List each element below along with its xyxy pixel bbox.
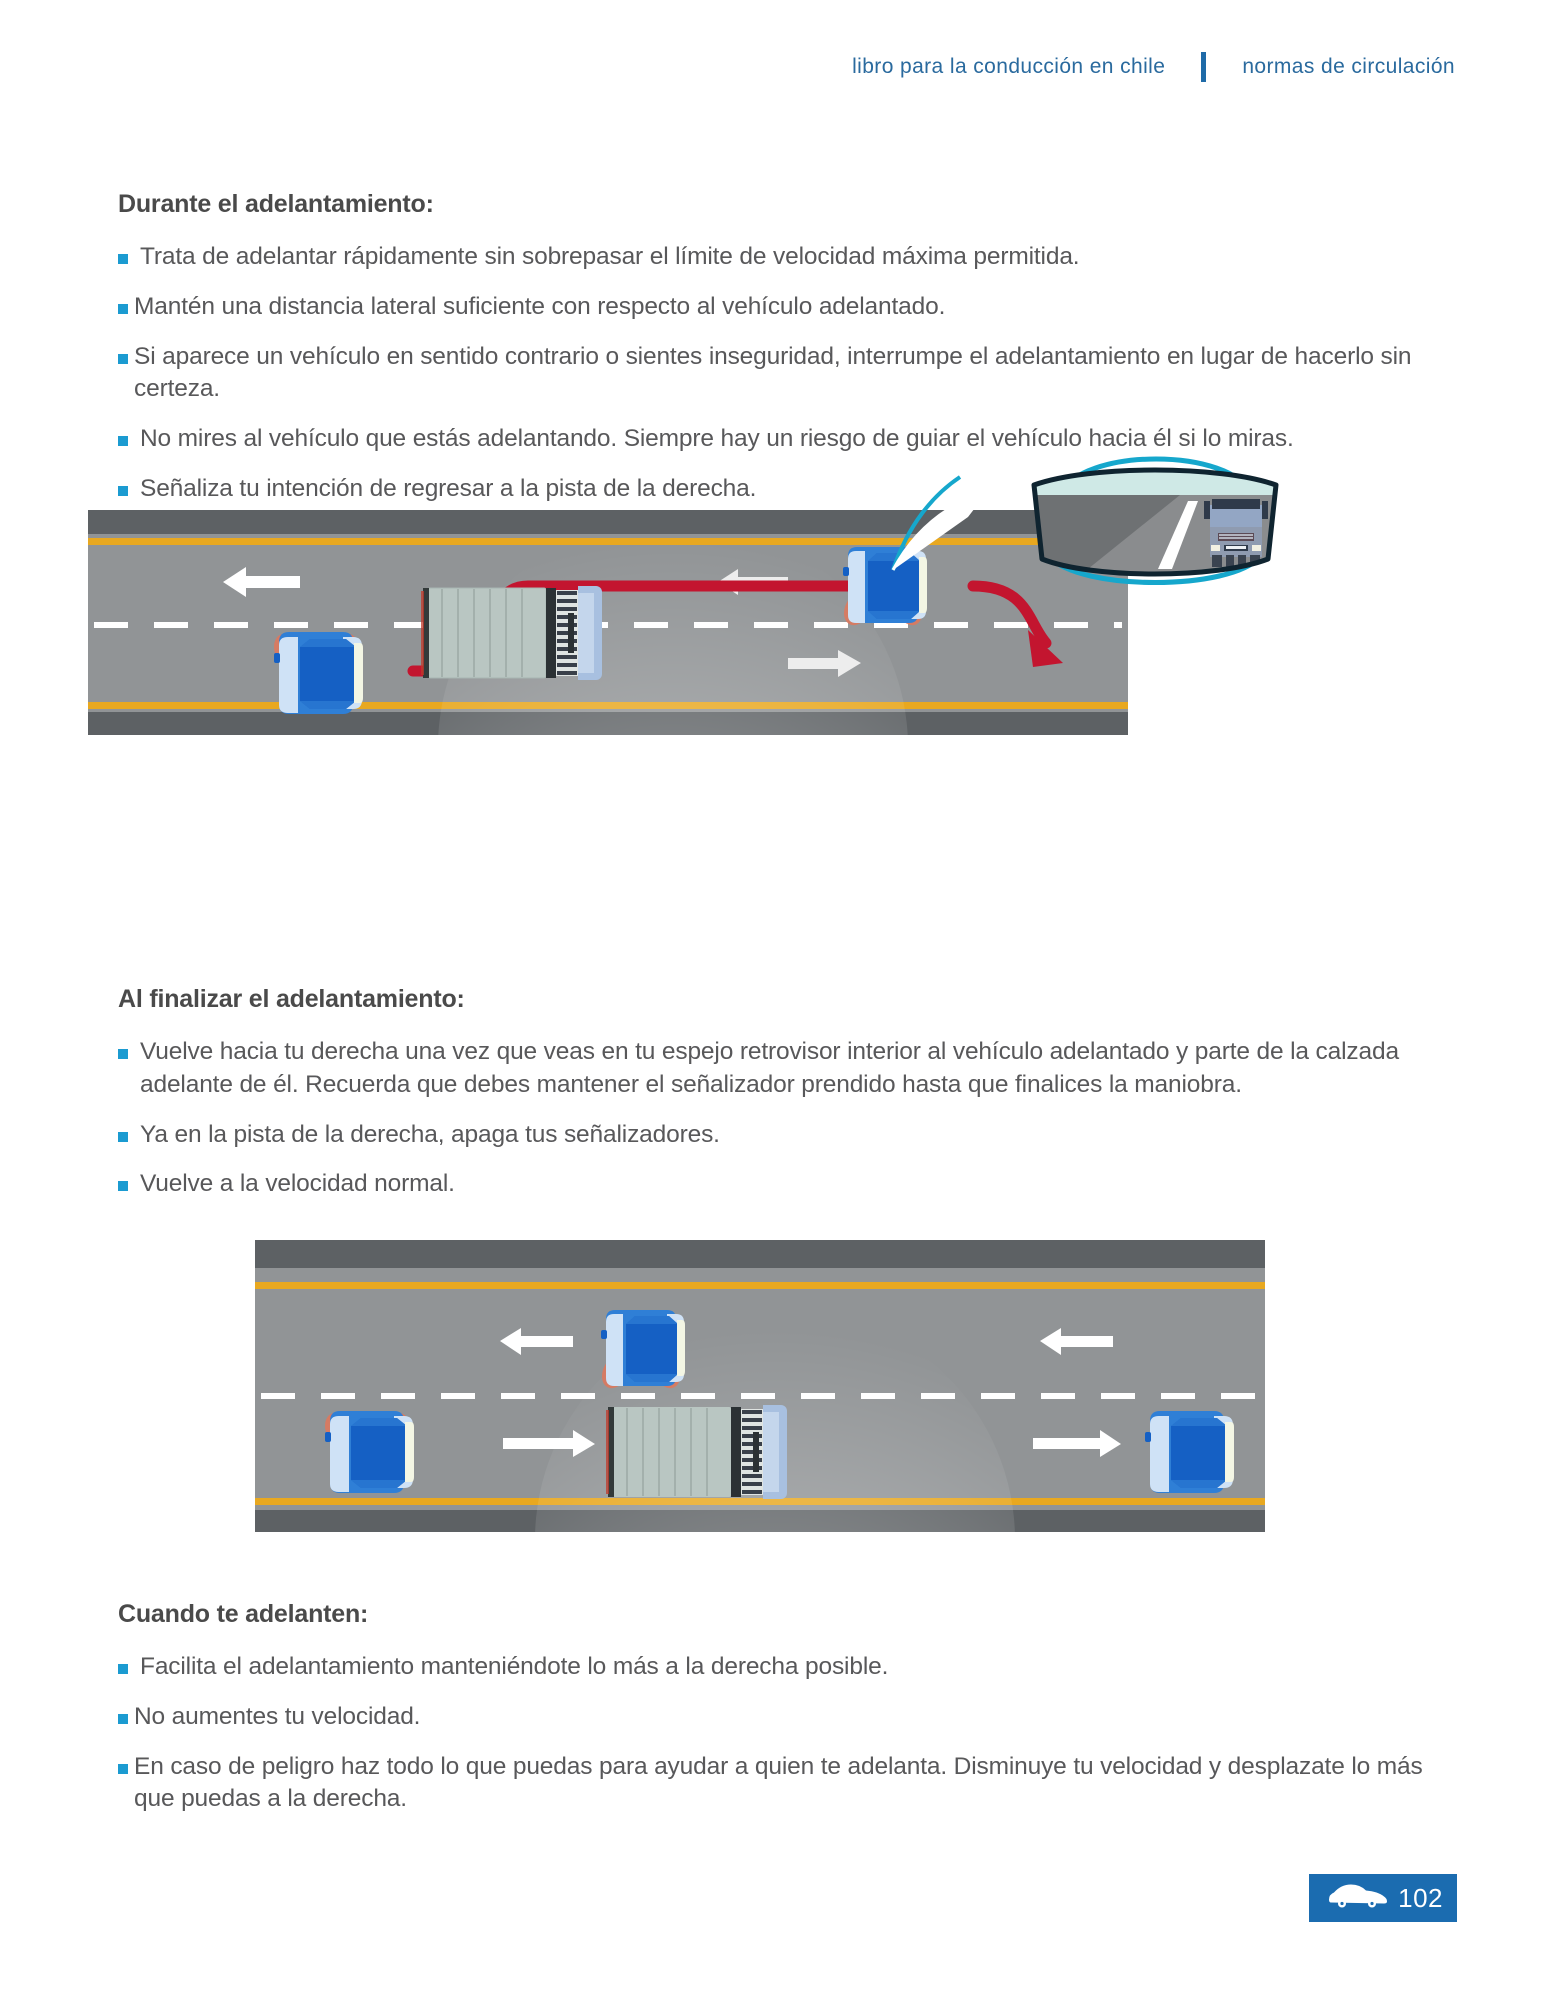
list-item <box>118 241 1423 274</box>
section-title-durante: Durante el adelantamiento: <box>118 190 434 218</box>
content-section-al-finalizar <box>118 985 1423 1218</box>
bullet-square-icon <box>118 1764 128 1774</box>
bullet-square-icon <box>118 1181 128 1191</box>
end-of-overtaking-diagram <box>255 1240 1265 1532</box>
header-book-title: libro para la conducción en chile <box>852 55 1166 78</box>
list-item <box>118 1119 1423 1152</box>
car-vehicle-overtaking <box>839 547 927 629</box>
page-number-badge <box>1309 1874 1457 1922</box>
bullet-list-al-finalizar <box>118 1036 1423 1201</box>
car-vehicle-lower-right <box>1145 1411 1234 1493</box>
list-item <box>118 291 1423 324</box>
section-title-al-finalizar: Al finalizar el adelantamiento: <box>118 985 465 1013</box>
bullet-square-icon <box>118 304 128 314</box>
bullet-square-icon <box>118 1714 128 1724</box>
bullet-list-cuando-te-adelanten <box>118 1651 1423 1816</box>
list-item-text: Mantén una distancia lateral suficiente con respecto al vehículo adelantado. <box>134 292 946 320</box>
page-number: 102 <box>1398 1882 1443 1913</box>
overtaking-maneuver-diagram <box>88 375 1128 735</box>
bullet-square-icon <box>118 1049 128 1059</box>
list-item-text: Ya en la pista de la derecha, apaga tus señalizadores. <box>140 1120 720 1148</box>
list-item <box>118 1651 1423 1684</box>
list-item <box>118 1036 1423 1102</box>
list-item <box>118 1751 1423 1817</box>
list-item-text: No aumentes tu velocidad. <box>134 1702 421 1730</box>
rearview-mirror-callout <box>1020 455 1290 595</box>
list-item-text: Vuelve a la velocidad normal. <box>140 1170 455 1198</box>
car-vehicle-left <box>269 629 364 714</box>
car-vehicle-upper-center <box>597 1310 685 1392</box>
bullet-square-icon <box>118 1132 128 1142</box>
header-chapter-title: normas de circulación <box>1242 55 1455 78</box>
list-item <box>118 1168 1423 1201</box>
bullet-square-icon <box>118 1664 128 1674</box>
list-item-text: Trata de adelantar rápidamente sin sobrepasar el límite de velocidad máxima permitida. <box>140 243 1080 270</box>
bullet-square-icon <box>118 254 128 264</box>
section-title-cuando-te-adelanten: Cuando te adelanten: <box>118 1600 369 1628</box>
car-vehicle-lower-left <box>320 1408 415 1493</box>
car-icon <box>1327 1883 1389 1914</box>
page-header <box>852 52 1455 82</box>
list-item <box>118 1701 1423 1734</box>
list-item-text: No mires al vehículo que estás adelantando. Siempre hay un riesgo de guiar el vehículo hacia él si lo miras. <box>140 425 1294 453</box>
truck-vehicle <box>421 586 602 680</box>
list-item-text: Señaliza tu intención de regresar a la pista de la derecha. <box>140 475 757 503</box>
header-divider <box>1201 52 1206 82</box>
truck-vehicle <box>606 1405 787 1499</box>
list-item-text: En caso de peligro haz todo lo que puedas para ayudar a quien te adelanta. Disminuye tu velocidad y desplazate lo más que puedas a la derecha. <box>134 1752 1423 1813</box>
list-item-text: Si aparece un vehículo en sentido contrario o sientes inseguridad, interrumpe el adelantamiento en lugar de hacerlo sin certeza. <box>134 342 1412 403</box>
list-item-text: Vuelve hacia tu derecha una vez que veas en tu espejo retrovisor interior al vehículo adelantado y parte de la calzada adelante de él. Recuerda que debes mantener el señalizador prendido hasta que finalices la maniobra. <box>140 1038 1399 1098</box>
bullet-square-icon <box>118 354 128 364</box>
list-item-text: Facilita el adelantamiento manteniéndote lo más a la derecha posible. <box>140 1653 889 1680</box>
content-section-cuando-te-adelanten <box>118 1600 1423 1833</box>
